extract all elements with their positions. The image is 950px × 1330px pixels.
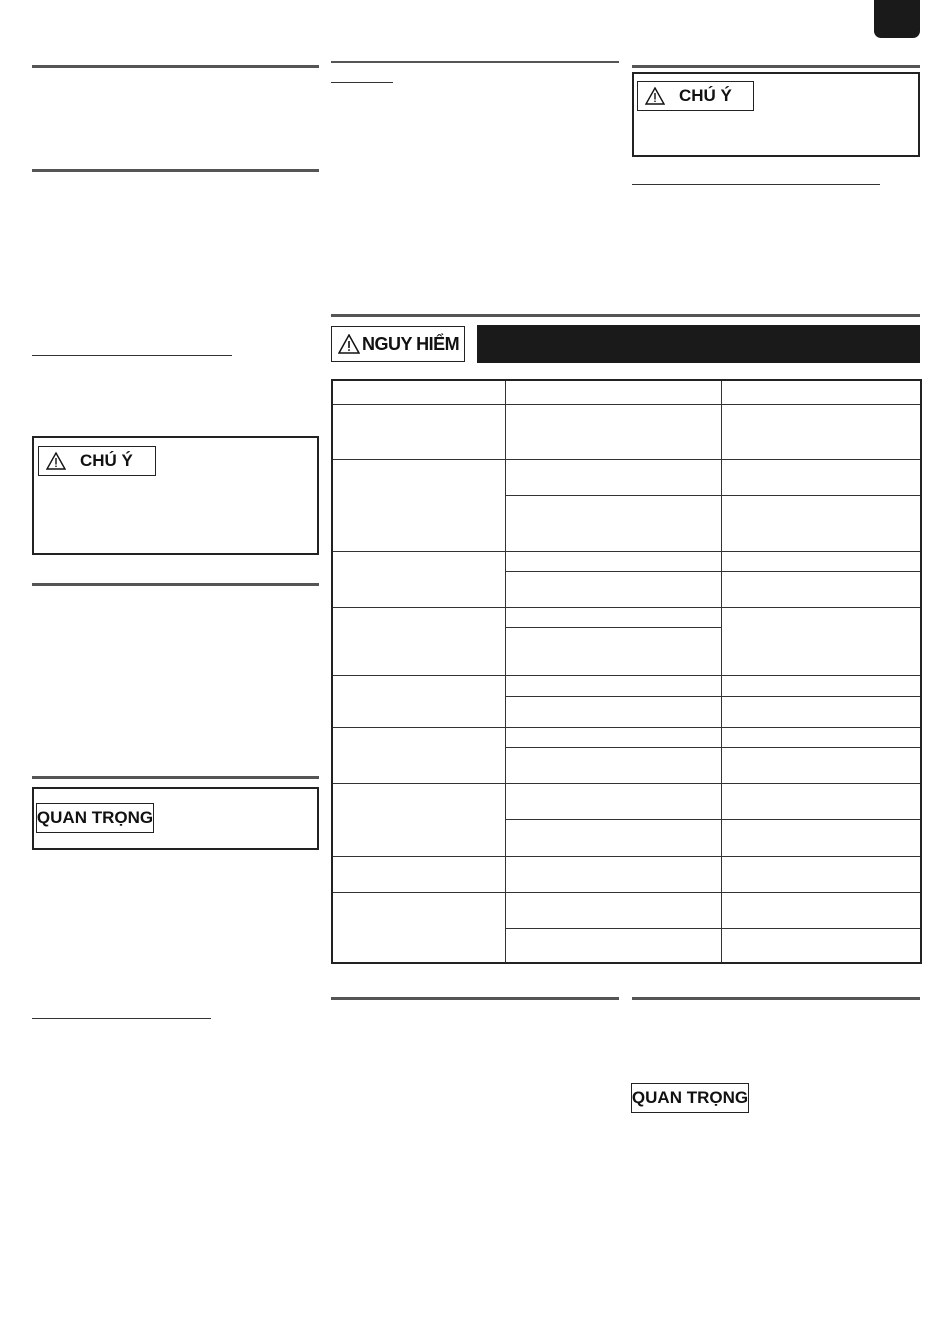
table-cell bbox=[721, 892, 921, 928]
danger-header-bar bbox=[477, 325, 920, 363]
subsection-rule bbox=[32, 1018, 211, 1019]
section-rule bbox=[331, 61, 619, 63]
caution-label bbox=[38, 446, 156, 476]
table-cell bbox=[721, 820, 921, 856]
table-cell bbox=[505, 460, 721, 496]
section-rule bbox=[632, 65, 920, 68]
table-row bbox=[332, 551, 921, 571]
table-header-cell bbox=[721, 380, 921, 404]
table-cell bbox=[505, 856, 721, 892]
table-cell bbox=[505, 727, 721, 747]
table-cell bbox=[332, 608, 505, 676]
table-cell bbox=[721, 571, 921, 607]
table-cell bbox=[721, 929, 921, 963]
section-rule bbox=[32, 776, 319, 779]
important-label bbox=[36, 803, 154, 833]
table-cell bbox=[721, 727, 921, 747]
table-row bbox=[332, 460, 921, 496]
warning-triangle-icon bbox=[645, 87, 665, 105]
section-rule bbox=[632, 997, 920, 1000]
table-cell bbox=[721, 784, 921, 820]
table-cell bbox=[721, 551, 921, 571]
table-header-cell bbox=[332, 380, 505, 404]
troubleshooting-table bbox=[331, 379, 922, 964]
caution-text: CHÚ Ý bbox=[679, 86, 732, 105]
page-corner-tab bbox=[874, 0, 920, 38]
table-cell bbox=[505, 676, 721, 696]
table-cell bbox=[505, 892, 721, 928]
table-row bbox=[332, 676, 921, 696]
section-rule bbox=[32, 65, 319, 68]
warning-triangle-icon bbox=[338, 334, 360, 354]
table-header-cell bbox=[505, 380, 721, 404]
table-cell bbox=[505, 551, 721, 571]
table-cell bbox=[505, 571, 721, 607]
table-cell bbox=[332, 404, 505, 459]
table-cell bbox=[332, 784, 505, 856]
table-cell bbox=[721, 676, 921, 696]
table-cell bbox=[721, 496, 921, 551]
table-cell bbox=[721, 608, 921, 676]
table-cell bbox=[505, 608, 721, 628]
section-rule bbox=[32, 583, 319, 586]
table-row bbox=[332, 784, 921, 820]
table-cell bbox=[721, 856, 921, 892]
table-cell bbox=[505, 628, 721, 676]
subsection-rule bbox=[632, 184, 880, 185]
table-cell bbox=[505, 747, 721, 783]
table-row bbox=[332, 608, 921, 628]
table-cell bbox=[332, 727, 505, 783]
important-text: QUAN TRỌNG bbox=[36, 808, 154, 827]
danger-text: NGUY HIỂM bbox=[362, 333, 460, 354]
subsection-rule bbox=[32, 355, 232, 356]
table-cell bbox=[721, 696, 921, 727]
caution-text: CHÚ Ý bbox=[80, 451, 133, 470]
table-cell bbox=[332, 460, 505, 552]
table-cell bbox=[721, 460, 921, 496]
table-cell bbox=[721, 747, 921, 783]
caution-label bbox=[637, 81, 754, 111]
section-rule bbox=[32, 169, 319, 172]
table-header-row bbox=[332, 380, 921, 404]
warning-triangle-icon bbox=[46, 452, 66, 470]
table-row bbox=[332, 404, 921, 459]
troubleshooting-table-body bbox=[332, 380, 921, 963]
table-cell bbox=[332, 676, 505, 727]
table-row bbox=[332, 727, 921, 747]
table-cell bbox=[332, 892, 505, 963]
table-cell bbox=[505, 404, 721, 459]
important-text: QUAN TRỌNG bbox=[631, 1088, 749, 1107]
table-cell bbox=[505, 820, 721, 856]
table-cell bbox=[332, 856, 505, 892]
table-row bbox=[332, 856, 921, 892]
section-rule bbox=[331, 314, 920, 317]
table-row bbox=[332, 892, 921, 928]
table-cell bbox=[332, 551, 505, 607]
table-cell bbox=[505, 496, 721, 551]
table-cell bbox=[505, 696, 721, 727]
important-label bbox=[631, 1083, 749, 1113]
table-cell bbox=[721, 404, 921, 459]
table-cell bbox=[505, 929, 721, 963]
danger-label bbox=[331, 326, 465, 362]
section-rule bbox=[331, 997, 619, 1000]
subsection-rule bbox=[331, 82, 393, 83]
table-cell bbox=[505, 784, 721, 820]
